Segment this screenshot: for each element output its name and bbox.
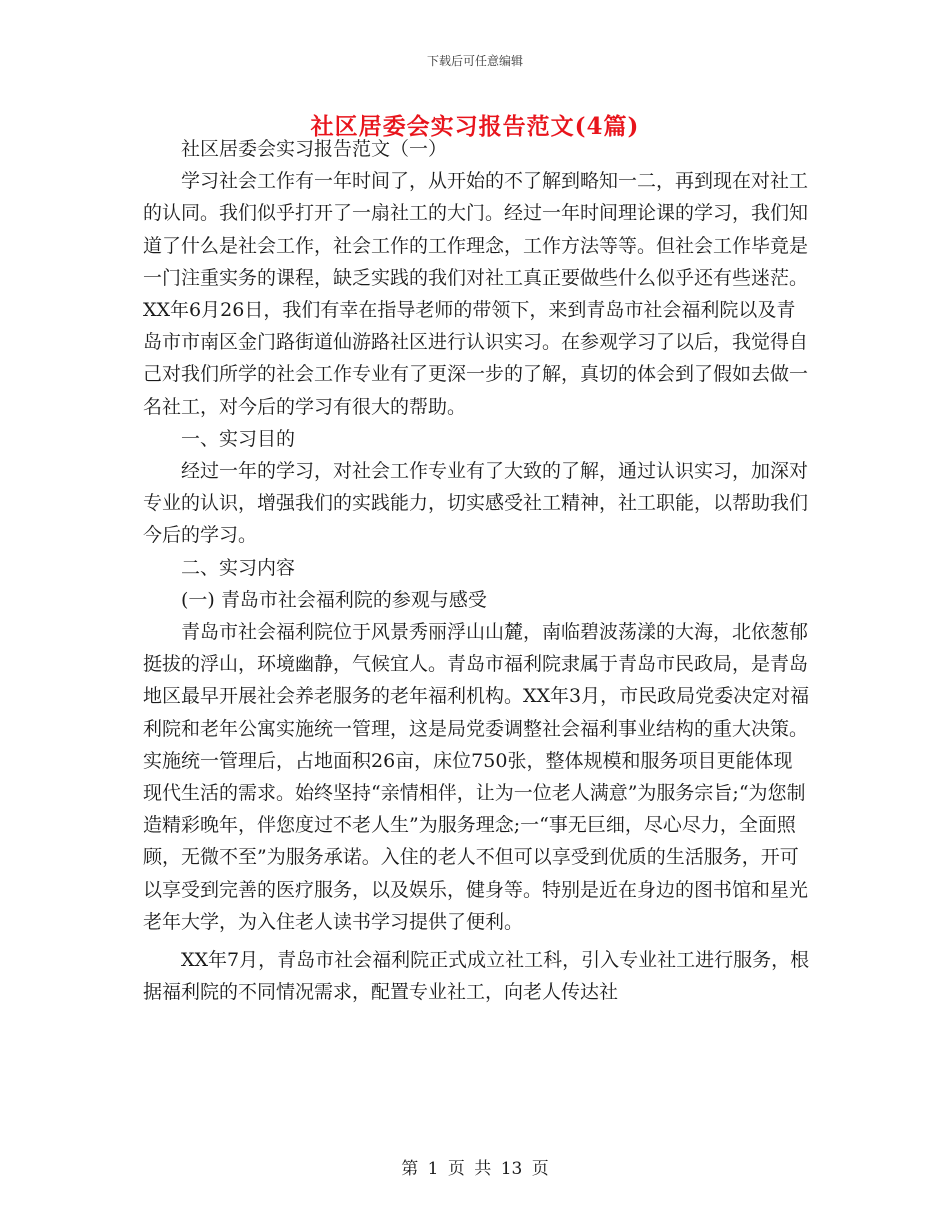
- page-number-footer: 第 1 页 共 13 页: [401, 1159, 549, 1179]
- heading-content: 二、实习内容: [181, 556, 296, 579]
- paragraph-purpose: 经过一年的学习，对社会工作专业有了大致的了解，通过认识实习，加深对专业的认识，增强我们的实践能力，切实感受社工精神，社工职能，以帮助我们今后的学习。: [143, 460, 809, 547]
- paragraph-welfare-institute: 青岛市社会福利院位于风景秀丽浮山山麓，南临碧波荡漾的大海，北依葱郁挺拔的浮山，环境幽静，气候宜人。青岛市福利院隶属于青岛市民政局，是青岛地区最早开展社会养老服务的老年福利机构。XX年3月，市民政局党委决定对福利院和老年公寓实施统一管理，这是局党委调整社会福利事业结构的重大决策。实施统一管理后，占地面积26亩，床位750张，整体规模和服务项目更能体现现代生活的需求。始终坚持“亲情相伴，让为一位老人满意”为服务宗旨;“为您制造精彩晚年，伴您度过不老人生”为服务理念;一“事无巨细，尽心尽力，全面照顾，无微不至”为服务承诺。入住的老人不但可以享受到优质的生活服务，开可以享受到完善的医疗服务，以及娱乐，健身等。特别是近在身边的图书馆和星光老年大学，为入住老人读书学习提供了便利。: [143, 621, 810, 933]
- document-body: [143, 133, 811, 1008]
- subheading-welfare-institute: (一) 青岛市社会福利院的参观与感受: [181, 588, 487, 611]
- section-subtitle: 社区居委会实习报告范文（一）: [181, 138, 448, 160]
- document-title: 社区居委会实习报告范文(4篇): [310, 113, 640, 140]
- paragraph-intro: 学习社会工作有一年时间了，从开始的不了解到略知一二，再到现在对社工的认同。我们似乎打开了一扇社工的大门。经过一年时间理论课的学习，我们知道了什么是社会工作，社会工作的工作理念，工作方法等等。但社会工作毕竟是一门注重实务的课程，缺乏实践的我们对社工真正要做些什么似乎还有些迷茫。XX年6月26日，我们有幸在指导老师的带领下，来到青岛市社会福利院以及青岛市市南区金门路街道仙游路社区进行认识实习。在参观学习了以后，我觉得自己对我们所学的社会工作专业有了更深一步的了解，真切的体会到了假如去做一名社工，对今后的学习有很大的帮助。: [143, 170, 809, 418]
- heading-purpose: 一、实习目的: [181, 427, 296, 450]
- paragraph-social-work-dept: XX年7月，青岛市社会福利院正式成立社工科，引入专业社工进行服务，根据福利院的不同情况需求，配置专业社工，向老人传达社: [143, 949, 810, 1004]
- header-note: 下载后可任意编辑: [426, 54, 523, 68]
